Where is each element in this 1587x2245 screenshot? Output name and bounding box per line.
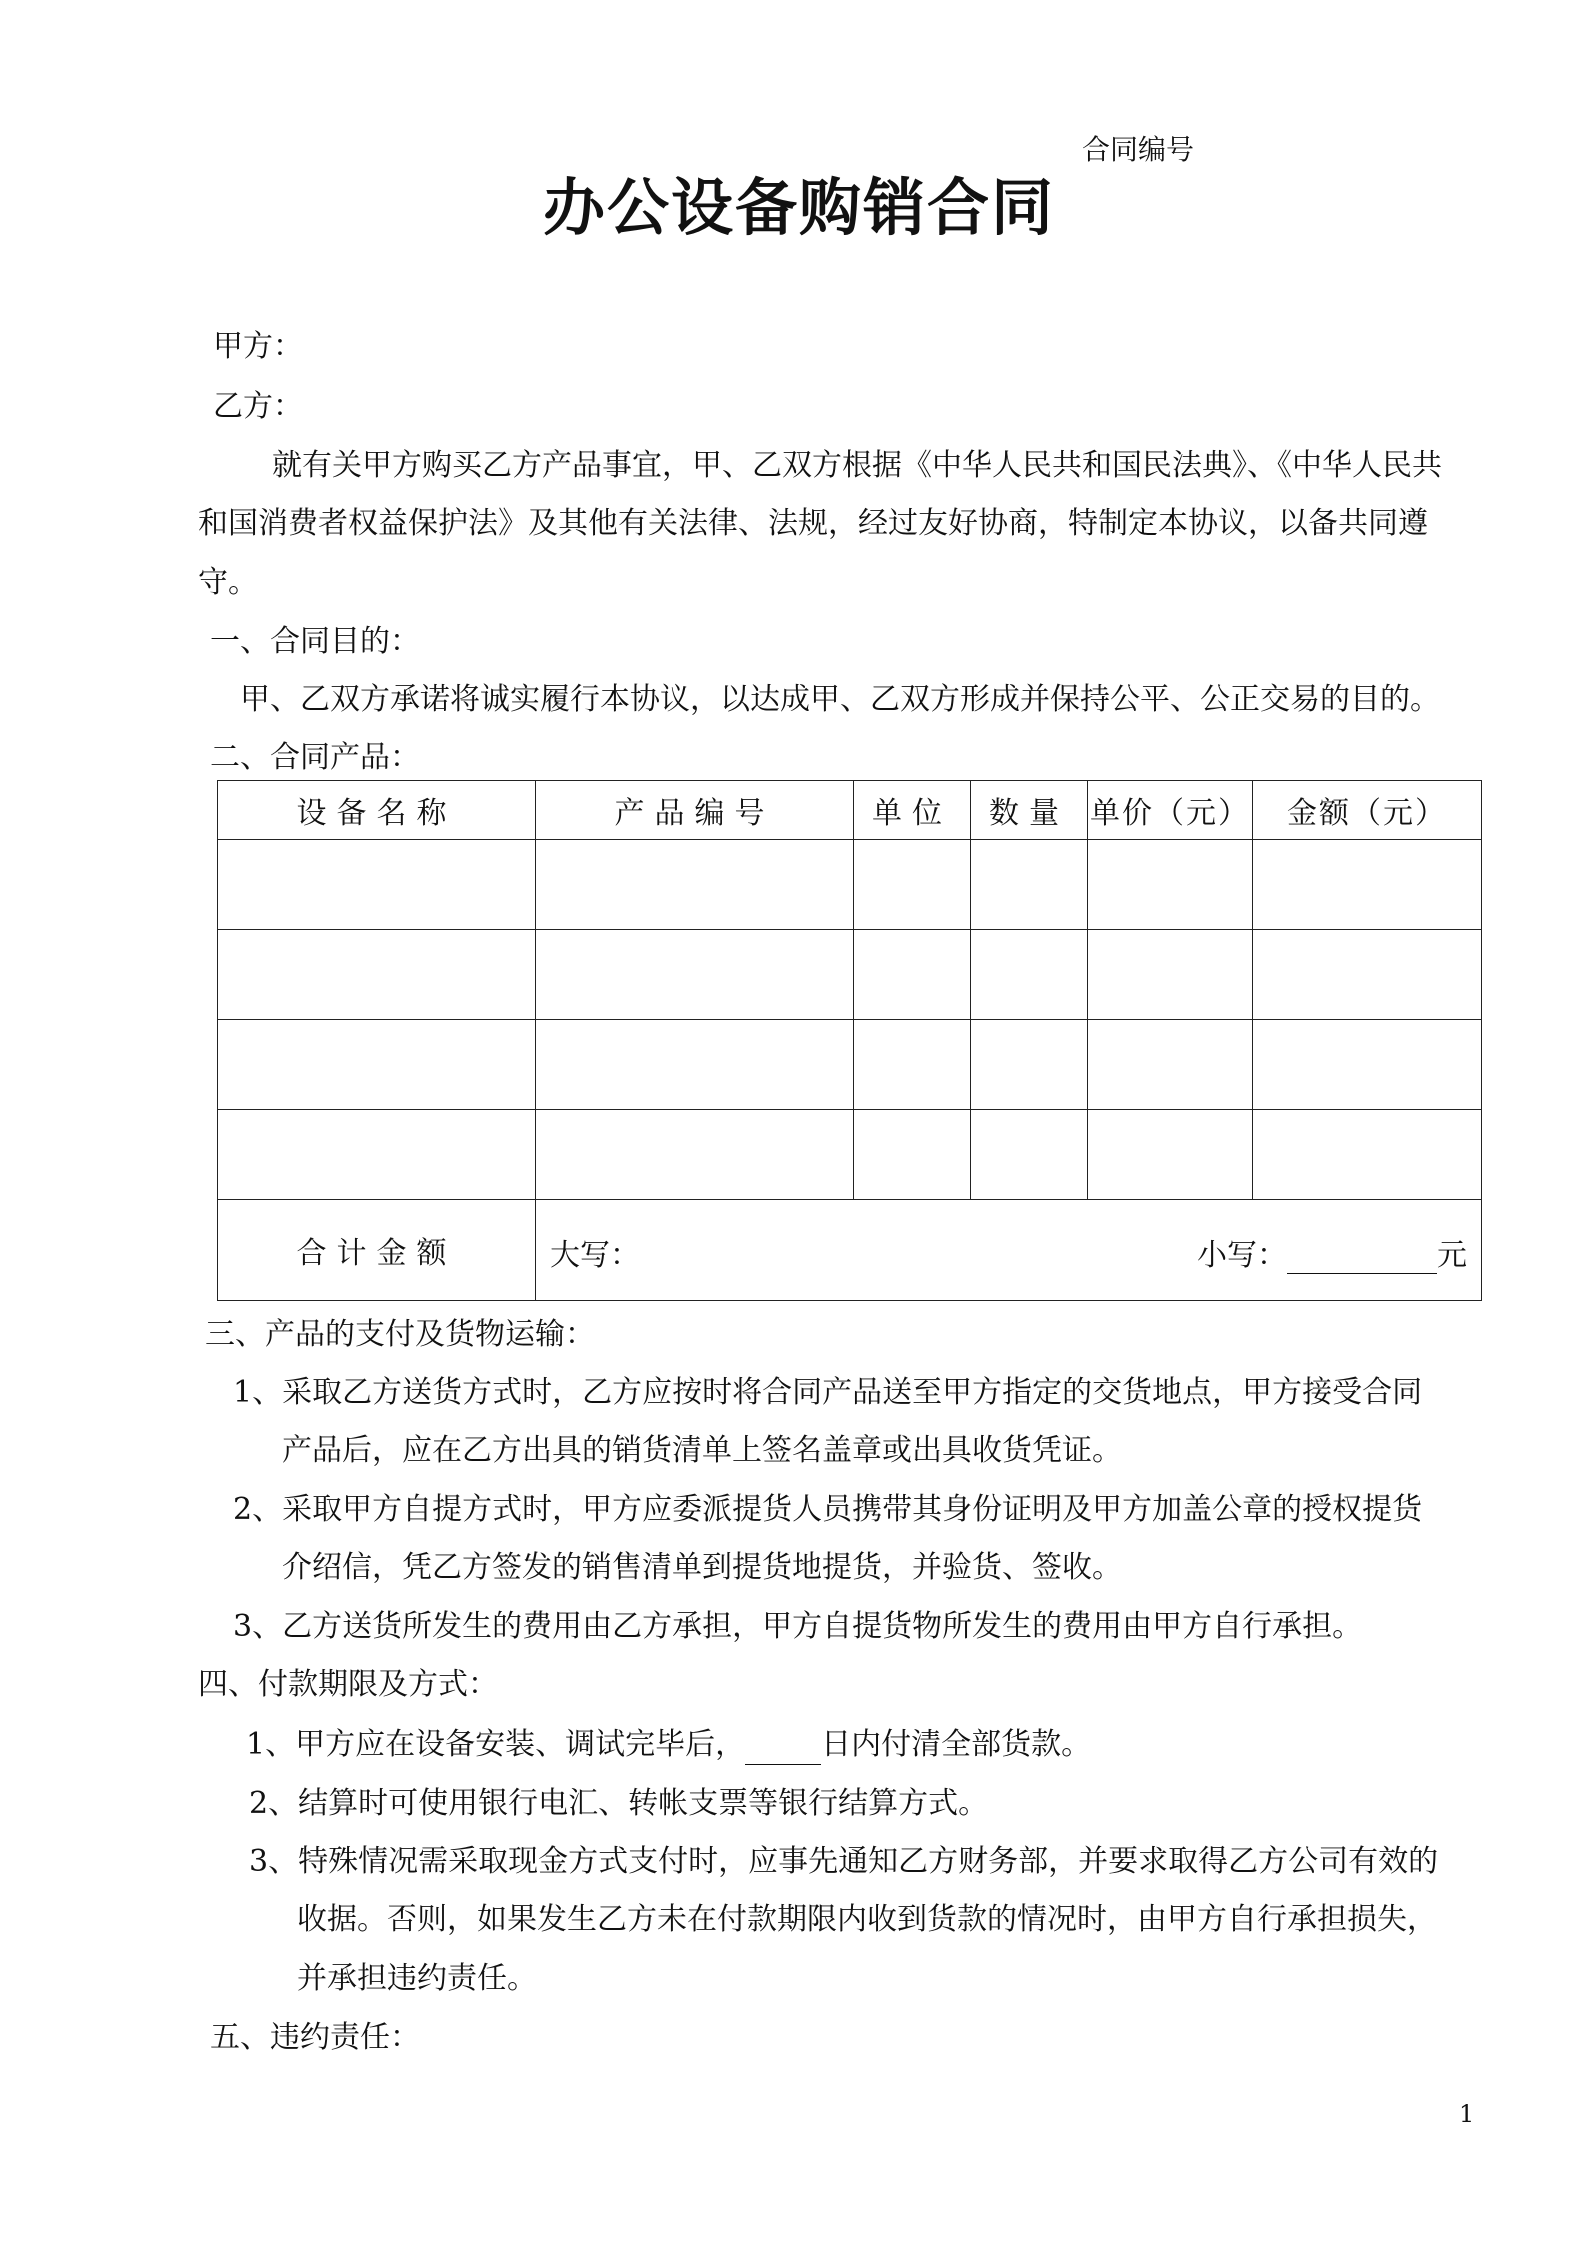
document-title: 办公设备购销合同 bbox=[543, 171, 1056, 244]
preamble-line-1: 就有关甲方购买乙方产品事宜，甲、乙双方根据《中华人民共和国民法典》、《中华人民共 bbox=[272, 448, 1442, 483]
table-row bbox=[218, 1110, 1482, 1200]
table-row bbox=[218, 840, 1482, 930]
section-3-item-2-line-2: 介绍信，凭乙方签发的销售清单到提货地提货，并验货、签收。 bbox=[282, 1550, 1122, 1585]
table-cell[interactable] bbox=[218, 840, 536, 930]
table-cell[interactable] bbox=[1088, 840, 1253, 930]
table-cell[interactable] bbox=[971, 840, 1088, 930]
header-unit: 单位 bbox=[854, 781, 971, 840]
page-number: 1 bbox=[1459, 2100, 1475, 2128]
header-unit-price: 单价（元） bbox=[1088, 781, 1253, 840]
table-row bbox=[218, 930, 1482, 1020]
payment-days-blank[interactable] bbox=[745, 1732, 821, 1765]
table-cell[interactable] bbox=[854, 840, 971, 930]
section-3-item-1-line-2: 产品后，应在乙方出具的销货清单上签名盖章或出具收货凭证。 bbox=[282, 1433, 1122, 1468]
total-lower-group bbox=[1197, 1230, 1467, 1274]
section-1-body: 甲、乙双方承诺将诚实履行本协议，以达成甲、乙双方形成并保持公平、公正交易的目的。 bbox=[240, 682, 1440, 717]
section-3-item-1-line-1: 1、采取乙方送货方式时，乙方应按时将合同产品送至甲方指定的交货地点，甲方接受合同 bbox=[233, 1375, 1423, 1410]
preamble-line-3: 守。 bbox=[198, 565, 258, 600]
table-cell[interactable] bbox=[1088, 1020, 1253, 1110]
section-4-heading: 四、付款期限及方式： bbox=[198, 1667, 498, 1702]
section-2-heading: 二、合同产品： bbox=[210, 740, 420, 775]
section-4-item-3-line-2: 收据。否则，如果发生乙方未在付款期限内收到货款的情况时，由甲方自行承担损失， bbox=[297, 1902, 1437, 1937]
section-3-heading: 三、产品的支付及货物运输： bbox=[205, 1317, 595, 1352]
section-1-heading: 一、合同目的： bbox=[210, 624, 420, 659]
total-upper-label: 大写： bbox=[550, 1238, 640, 1273]
total-unit: 元 bbox=[1437, 1238, 1467, 1273]
section-5-heading: 五、违约责任： bbox=[210, 2020, 420, 2055]
section-4-item-3-line-1: 3、特殊情况需采取现金方式支付时，应事先通知乙方财务部，并要求取得乙方公司有效的 bbox=[249, 1844, 1439, 1879]
total-lower-blank[interactable] bbox=[1287, 1241, 1437, 1274]
section-4-item-2: 2、结算时可使用银行电汇、转帐支票等银行结算方式。 bbox=[249, 1786, 989, 1821]
header-amount: 金额（元） bbox=[1253, 781, 1482, 840]
table-cell[interactable] bbox=[218, 1110, 536, 1200]
table-cell[interactable] bbox=[536, 1020, 854, 1110]
table-cell[interactable] bbox=[854, 1110, 971, 1200]
table-cell[interactable] bbox=[854, 930, 971, 1020]
header-product-code: 产品编号 bbox=[536, 781, 854, 840]
total-label: 合计金额 bbox=[218, 1200, 536, 1301]
section-4-item-3-line-3: 并承担违约责任。 bbox=[297, 1961, 537, 1996]
preamble-line-2: 和国消费者权益保护法》及其他有关法律、法规，经过友好协商，特制定本协议，以备共同遵 bbox=[198, 506, 1428, 541]
table-cell[interactable] bbox=[218, 1020, 536, 1110]
table-cell[interactable] bbox=[1253, 840, 1482, 930]
section-4-item-1-post: 日内付清全部货款。 bbox=[821, 1727, 1092, 1762]
table-cell[interactable] bbox=[536, 1110, 854, 1200]
section-4-item-1-pre: 1、甲方应在设备安装、调试完毕后， bbox=[246, 1727, 746, 1762]
contract-number-label: 合同编号 bbox=[1082, 133, 1195, 166]
total-row bbox=[218, 1200, 1482, 1301]
table-cell[interactable] bbox=[854, 1020, 971, 1110]
table-cell[interactable] bbox=[536, 930, 854, 1020]
table-row bbox=[218, 1020, 1482, 1110]
total-lower-label: 小写： bbox=[1197, 1238, 1287, 1273]
table-cell[interactable] bbox=[971, 1020, 1088, 1110]
table-cell[interactable] bbox=[971, 930, 1088, 1020]
header-quantity: 数量 bbox=[971, 781, 1088, 840]
party-b-label: 乙方： bbox=[213, 389, 303, 424]
section-3-item-2-line-1: 2、采取甲方自提方式时，甲方应委派提货人员携带其身份证明及甲方加盖公章的授权提货 bbox=[233, 1492, 1423, 1527]
table-cell[interactable] bbox=[1253, 1020, 1482, 1110]
table-cell[interactable] bbox=[1253, 1110, 1482, 1200]
table-cell[interactable] bbox=[971, 1110, 1088, 1200]
header-device-name: 设备名称 bbox=[218, 781, 536, 840]
party-a-label: 甲方： bbox=[213, 329, 303, 364]
section-3-item-3: 3、乙方送货所发生的费用由乙方承担，甲方自提货物所发生的费用由甲方自行承担。 bbox=[233, 1609, 1363, 1644]
total-amount-cell[interactable] bbox=[536, 1200, 1482, 1301]
table-cell[interactable] bbox=[1088, 930, 1253, 1020]
products-table bbox=[217, 780, 1482, 1301]
section-4-item-1 bbox=[246, 1725, 1091, 1765]
table-cell[interactable] bbox=[1088, 1110, 1253, 1200]
table-cell[interactable] bbox=[536, 840, 854, 930]
table-cell[interactable] bbox=[1253, 930, 1482, 1020]
table-cell[interactable] bbox=[218, 930, 536, 1020]
